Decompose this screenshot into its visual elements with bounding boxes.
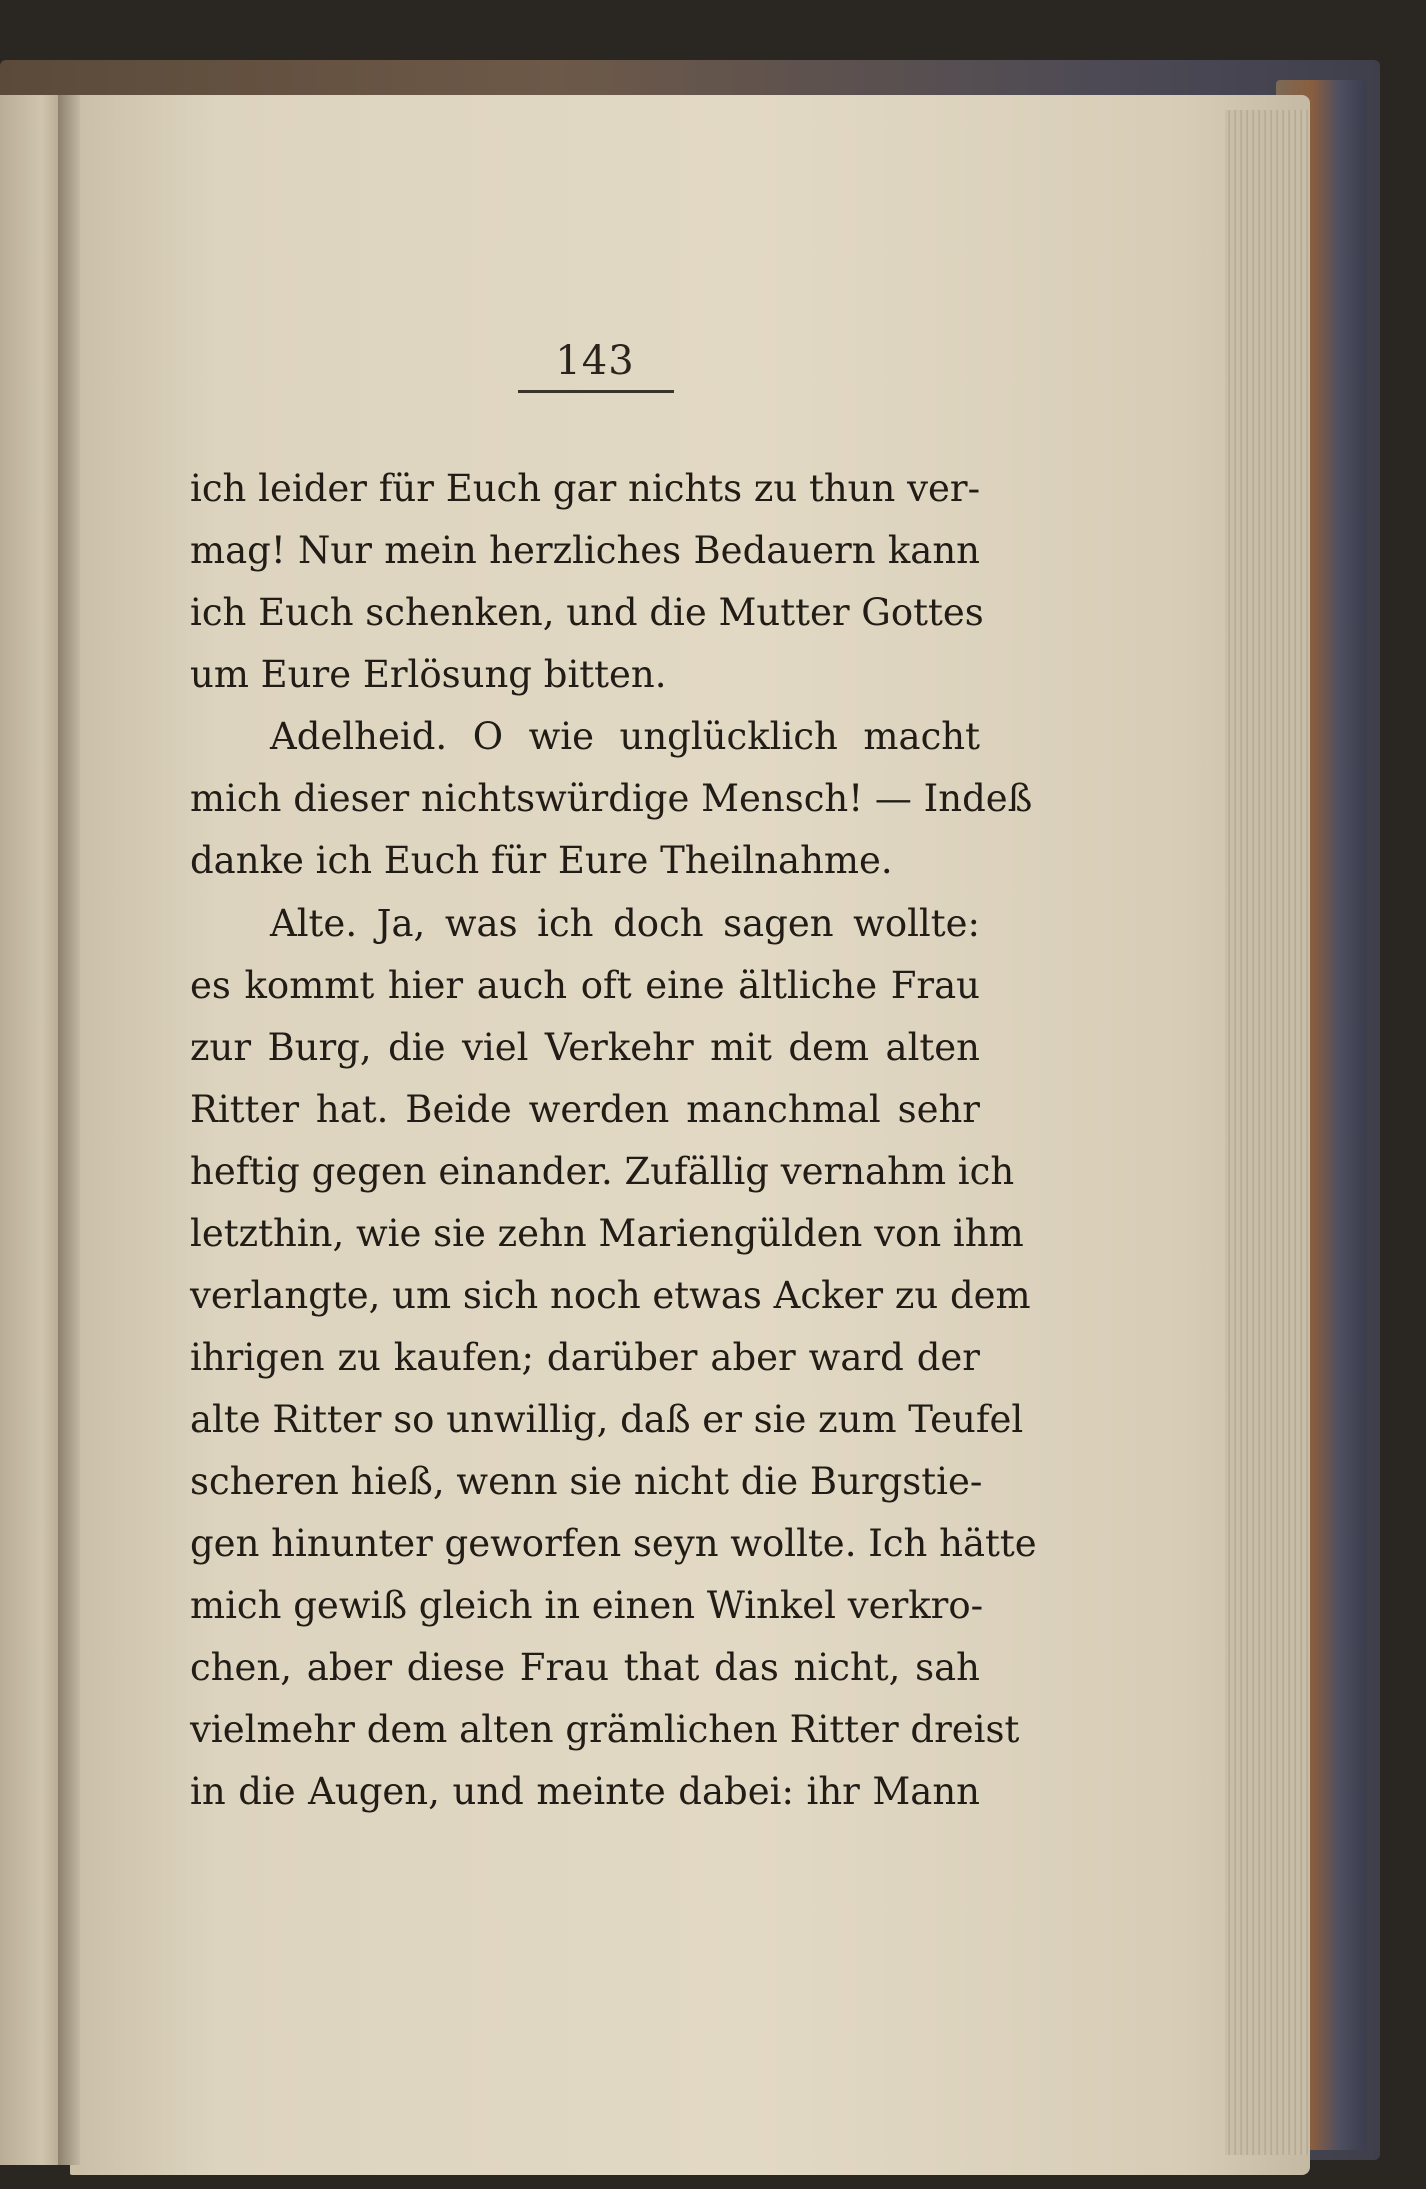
text-line: vielmehr dem alten grämlichen Ritter dreist [190, 1708, 1020, 1751]
text-line: ihrigen zu kaufen; darüber aber ward der [190, 1336, 980, 1379]
text-line: alte Ritter so unwillig, daß er sie zum Teufel [190, 1398, 1024, 1441]
text-line: heftig gegen einander. Zufällig vernahm ich [190, 1150, 1015, 1193]
page-gutter [58, 95, 80, 2165]
text-line: Alte. Ja, was ich doch sagen wollte: [270, 902, 980, 945]
text-line: um Eure Erlösung bitten. [190, 653, 667, 696]
text-line: mich gewiß gleich in einen Winkel verkro- [190, 1584, 984, 1627]
text-line: chen, aber diese Frau that das nicht, sah [190, 1646, 980, 1689]
text-line: letzthin, wie sie zehn Mariengülden von ihm [190, 1212, 1024, 1255]
text-line: mag! Nur mein herzliches Bedauern kann [190, 529, 980, 572]
text-line: ich leider für Euch gar nichts zu thun ver- [190, 467, 981, 510]
text-line: ich Euch schenken, und die Mutter Gottes [190, 591, 984, 634]
text-line: Adelheid. O wie unglücklich macht [270, 715, 980, 758]
page-stack-edge [1225, 110, 1310, 2155]
text-line: mich dieser nichtswürdige Mensch! — Indeß [190, 777, 1033, 820]
text-line: verlangte, um sich noch etwas Acker zu dem [190, 1274, 1031, 1317]
text-line: in die Augen, und meinte dabei: ihr Mann [190, 1770, 980, 1813]
text-line: gen hinunter geworfen seyn wollte. Ich hätte [190, 1522, 1037, 1565]
text-line: es kommt hier auch oft eine ältliche Frau [190, 964, 980, 1007]
page-number: 143 [555, 338, 635, 384]
header-rule [518, 390, 674, 393]
text-line: Ritter hat. Beide werden manchmal sehr [190, 1088, 980, 1131]
text-line: danke ich Euch für Eure Theilnahme. [190, 839, 893, 882]
text-line: scheren hieß, wenn sie nicht die Burgstie- [190, 1460, 983, 1503]
text-line: zur Burg, die viel Verkehr mit dem alten [190, 1026, 980, 1069]
